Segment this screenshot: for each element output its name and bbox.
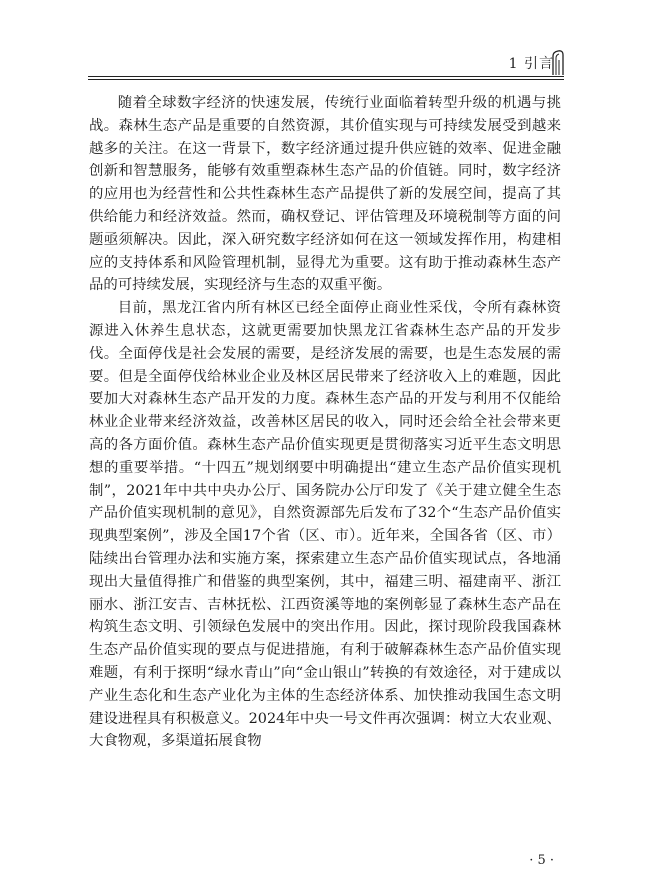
page-number: · 5 · — [529, 853, 554, 868]
book-ornament-icon — [550, 50, 566, 76]
header-rule-bottom — [88, 79, 564, 80]
body-text — [89, 92, 561, 753]
paragraph-1: 随着全球数字经济的快速发展，传统行业面临着转型升级的机遇与挑战。森林生态产品是重要的自然资源，其价值实现与可持续发展受到越来越多的关注。在这一背景下，数字经济通过提升供应链的效率、促进金融创新和智慧服务，能够有效重塑森林生态产品的价值链。同时，数字经济的应用也为经营性和公共性森林生态产品提供了新的发展空间，提高了其供给能力和经济效益。然而，确权登记、评估管理及环境税制等方面的问题亟须解决。因此，深入研究数字经济如何在这一领域发挥作用，构建相应的支持体系和风险管理机制，显得尤为重要。这有助于推动森林生态产品的可持续发展，实现经济与生态的双重平衡。 — [89, 95, 561, 294]
header-rule-top — [88, 76, 564, 77]
running-header: 1 引言 — [508, 56, 554, 72]
paragraph-2: 目前，黑龙江省内所有林区已经全面停止商业性采伐，令所有森林资源进入休养生息状态，这就更需要加快黑龙江省森林生态产品的开发步伐。全面停伐是社会发展的需要，是经济发展的需要，也是生态发展的需要。但是全面停伐给林业企业及林区居民带来了经济收入上的难题，因此要加大对森林生态产品开发的力度。森林生态产品的开发与利用不仅能给林业企业带来经济效益，改善林区居民的收入，同时还会给全社会带来更高的各方面价值。森林生态产品价值实现更是贯彻落实习近平生态文明思想的重要举措。“十四五”规划纲要中明确提出“建立生态产品价值实现机制”，2021年中共中央办公厅、国务院办公厅印发了《关于建立健全生态产品价值实现机制的意见》，自然资源部先后发布了32个“生态产品价值实现典型案例”，涉及全国17个省（区、市）。近年来，全国各省（区、市）陆续出台管理办法和实施方案，探索建立生态产品价值实现试点，各地涌现出大量值得推广和借鉴的典型案例，其中，福建三明、福建南平、浙江丽水、浙江安吉、吉林抚松、江西资溪等地的案例彰显了森林生态产品在构筑生态文明、引领绿色发展中的突出作用。因此，探讨现阶段我国森林生态产品价值实现的要点与促进措施，有利于破解森林生态产品价值实现难题，有利于探明“绿水青山”向“金山银山”转换的有效途径，对于建成以产业生态化和生态产业化为主体的生态经济体系、加快推动我国生态文明建设进程具有积极意义。2024年中央一号文件再次强调：树立大农业观、大食物观，多渠道拓展食物 — [89, 300, 561, 750]
